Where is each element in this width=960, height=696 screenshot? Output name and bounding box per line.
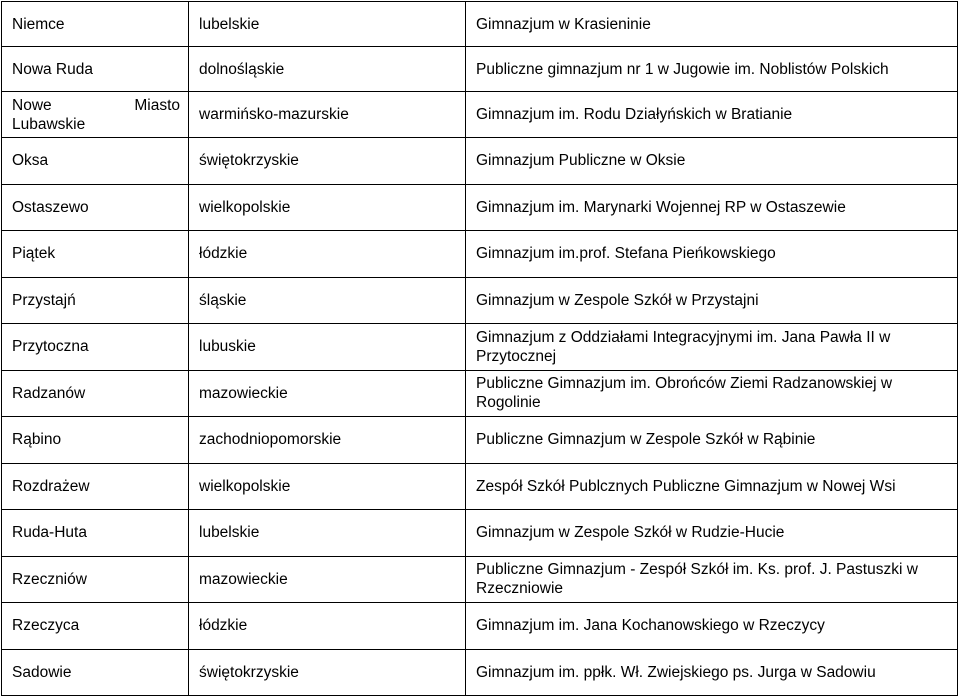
table-row (2, 231, 958, 278)
school-cell: Gimnazjum im. Marynarki Wojennej RP w Ostaszewie (466, 184, 958, 231)
table-row (2, 138, 958, 185)
table-row (2, 370, 958, 417)
town-cell: Rzeczyca (2, 603, 189, 650)
table-row (2, 556, 958, 603)
town-cell: Ruda-Huta (2, 510, 189, 557)
school-cell: Gimnazjum z Oddziałami Integracyjnymi im. Jana Pawła II w Przytocznej (466, 324, 958, 371)
town-cell: Rąbino (2, 417, 189, 464)
voivodeship-cell: zachodniopomorskie (189, 417, 466, 464)
school-cell: Gimnazjum im. ppłk. Wł. Zwiejskiego ps. Jurga w Sadowiu (466, 649, 958, 696)
school-cell: Gimnazjum Publiczne w Oksie (466, 138, 958, 185)
table-row (2, 510, 958, 557)
town-cell: Sadowie (2, 649, 189, 696)
voivodeship-cell: lubelskie (189, 510, 466, 557)
voivodeship-cell: wielkopolskie (189, 184, 466, 231)
voivodeship-cell: mazowieckie (189, 370, 466, 417)
school-cell: Gimnazjum im.prof. Stefana Pieńkowskiego (466, 231, 958, 278)
town-cell: Przystajń (2, 277, 189, 324)
voivodeship-cell: świętokrzyskie (189, 649, 466, 696)
town-cell: Niemce (2, 2, 189, 47)
school-cell: Gimnazjum im. Jana Kochanowskiego w Rzeczycy (466, 603, 958, 650)
school-cell: Publiczne Gimnazjum - Zespół Szkół im. Ks. prof. J. Pastuszki w Rzeczniowie (466, 556, 958, 603)
table-row (2, 463, 958, 510)
town-cell: Rzeczniów (2, 556, 189, 603)
school-cell: Gimnazjum w Zespole Szkół w Przystajni (466, 277, 958, 324)
town-cell: Nowa Ruda (2, 47, 189, 92)
voivodeship-cell: śląskie (189, 277, 466, 324)
schools-table (1, 1, 958, 696)
school-cell: Publiczne gimnazjum nr 1 w Jugowie im. Noblistów Polskich (466, 47, 958, 92)
town-cell: Przytoczna (2, 324, 189, 371)
voivodeship-cell: świętokrzyskie (189, 138, 466, 185)
table-row (2, 649, 958, 696)
town-cell: Radzanów (2, 370, 189, 417)
table-row (2, 417, 958, 464)
voivodeship-cell: lubuskie (189, 324, 466, 371)
voivodeship-cell: łódzkie (189, 603, 466, 650)
table-row (2, 2, 958, 47)
voivodeship-cell: wielkopolskie (189, 463, 466, 510)
town-name-line (12, 96, 180, 115)
voivodeship-cell: warmińsko-mazurskie (189, 92, 466, 138)
town-word: Nowe (12, 96, 52, 114)
school-cell: Zespół Szkół Publcznych Publiczne Gimnazjum w Nowej Wsi (466, 463, 958, 510)
table-row (2, 324, 958, 371)
table-row (2, 603, 958, 650)
table-row (2, 47, 958, 92)
town-word: Miasto (134, 96, 180, 114)
school-cell: Publiczne Gimnazjum im. Obrońców Ziemi Radzanowskiej w Rogolinie (466, 370, 958, 417)
town-cell (2, 92, 189, 138)
school-cell: Publiczne Gimnazjum w Zespole Szkół w Rąbinie (466, 417, 958, 464)
table-row (2, 184, 958, 231)
voivodeship-cell: mazowieckie (189, 556, 466, 603)
town-cell: Rozdrażew (2, 463, 189, 510)
town-cell: Oksa (2, 138, 189, 185)
town-cell: Piątek (2, 231, 189, 278)
school-cell: Gimnazjum im. Rodu Działyńskich w Bratianie (466, 92, 958, 138)
table-row (2, 277, 958, 324)
town-word: Lubawskie (12, 115, 86, 133)
table-row (2, 92, 958, 138)
school-cell: Gimnazjum w Krasieninie (466, 2, 958, 47)
voivodeship-cell: dolnośląskie (189, 47, 466, 92)
voivodeship-cell: łódzkie (189, 231, 466, 278)
town-cell: Ostaszewo (2, 184, 189, 231)
voivodeship-cell: lubelskie (189, 2, 466, 47)
school-cell: Gimnazjum w Zespole Szkół w Rudzie-Hucie (466, 510, 958, 557)
